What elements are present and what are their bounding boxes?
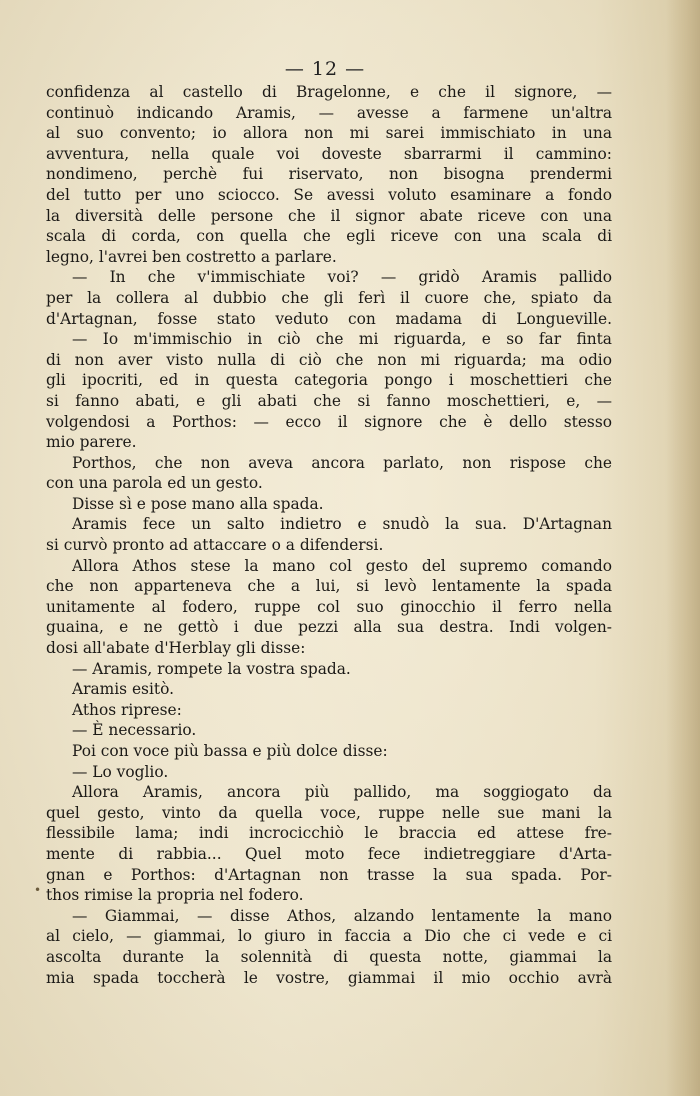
- text-line: — Io m'immischio in ciò che mi riguarda, e so far finta: [72, 330, 612, 349]
- text-line: Poi con voce più bassa e più dolce disse:: [72, 742, 388, 760]
- text-line: flessibile lama; indi incrocicchiò le braccia ed attese fre-: [46, 824, 612, 843]
- page-number: — 12 —: [284, 58, 366, 80]
- text-line: del tutto per uno sciocco. Se avessi voluto esaminare a fondo: [46, 185, 612, 204]
- text-line: continuò indicando Aramis, — avesse a farmene un'altra: [46, 103, 612, 122]
- text-line: confidenza al castello di Bragelonne, e che il signore, —: [46, 83, 612, 101]
- text-line: unitamente al fodero, ruppe col suo ginocchio il ferro nella: [46, 597, 612, 616]
- text-line: di non aver visto nulla di ciò che non mi riguarda; ma odio: [46, 350, 612, 369]
- text-line: Aramis esitò.: [72, 680, 174, 699]
- text-line: gli ipocriti, ed in questa categoria pongo i moschettieri che: [46, 371, 612, 390]
- text-line: — Lo voglio.: [72, 762, 169, 781]
- text-line: che non apparteneva che a lui, si levò lentamente la spada: [46, 577, 612, 596]
- text-line: Allora Athos stese la mano col gesto del supremo comando: [72, 556, 612, 575]
- text-line: mio parere.: [46, 433, 137, 452]
- body-text: [46, 82, 612, 988]
- text-line: d'Artagnan, fosse stato veduto con madama di Longueville.: [46, 309, 612, 328]
- text-line: ascolta durante la solennità di questa notte, giammai la: [46, 947, 612, 966]
- text-line: Porthos, che non aveva ancora parlato, non rispose che: [72, 453, 612, 472]
- text-line: scala di corda, con quella che egli riceve con una scala di: [46, 227, 612, 246]
- text-line: volgendosi a Porthos: — ecco il signore che è dello stesso: [46, 412, 612, 431]
- text-line: gnan e Porthos: d'Artagnan non trasse la sua spada. Por-: [46, 865, 612, 884]
- text-line: Athos riprese:: [72, 700, 182, 719]
- text-line: dosi all'abate d'Herblay gli disse:: [46, 639, 306, 658]
- text-line: mia spada toccherà le vostre, giammai il mio occhio avrà: [46, 968, 612, 987]
- text-line: — In che v'immischiate voi? — gridò Aramis pallido: [72, 268, 612, 287]
- text-line: nondimeno, perchè fui riservato, non bisogna prendermi: [46, 165, 612, 184]
- text-line: thos rimise la propria nel fodero.: [46, 886, 304, 905]
- margin-mark: •: [34, 883, 42, 897]
- text-line: si curvò pronto ad attaccare o a difendersi.: [46, 536, 384, 555]
- text-line: si fanno abati, e gli abati che si fanno moschettieri, e, —: [46, 391, 612, 410]
- text-line: — È necessario.: [72, 721, 197, 740]
- text-line: — Giammai, — disse Athos, alzando lentamente la mano: [72, 906, 612, 925]
- text-line: Allora Aramis, ancora più pallido, ma soggiogato da: [72, 783, 612, 802]
- text-line: avventura, nella quale voi doveste sbarrarmi il cammino:: [46, 144, 612, 163]
- text-line: — Aramis, rompete la vostra spada.: [72, 659, 351, 678]
- page-edge-shadow: [666, 0, 700, 1096]
- text-line: con una parola ed un gesto.: [46, 474, 263, 493]
- text-line: Disse sì e pose mano alla spada.: [72, 494, 324, 513]
- text-line: quel gesto, vinto da quella voce, ruppe nelle sue mani la: [46, 803, 612, 822]
- text-line: per la collera al dubbio che gli ferì il cuore che, spiato da: [46, 288, 612, 307]
- text-line: al suo convento; io allora non mi sarei immischiato in una: [46, 124, 612, 143]
- text-line: la diversità delle persone che il signor abate riceve con una: [46, 206, 612, 225]
- text-line: guaina, e ne gettò i due pezzi alla sua destra. Indi volgen-: [46, 618, 612, 637]
- text-line: Aramis fece un salto indietro e snudò la sua. D'Artagnan: [72, 515, 612, 534]
- text-line: legno, l'avrei ben costretto a parlare.: [46, 247, 337, 266]
- text-line: al cielo, — giammai, lo giuro in faccia a Dio che ci vede e ci: [46, 927, 612, 946]
- text-line: mente di rabbia... Quel moto fece indietreggiare d'Arta-: [46, 844, 612, 863]
